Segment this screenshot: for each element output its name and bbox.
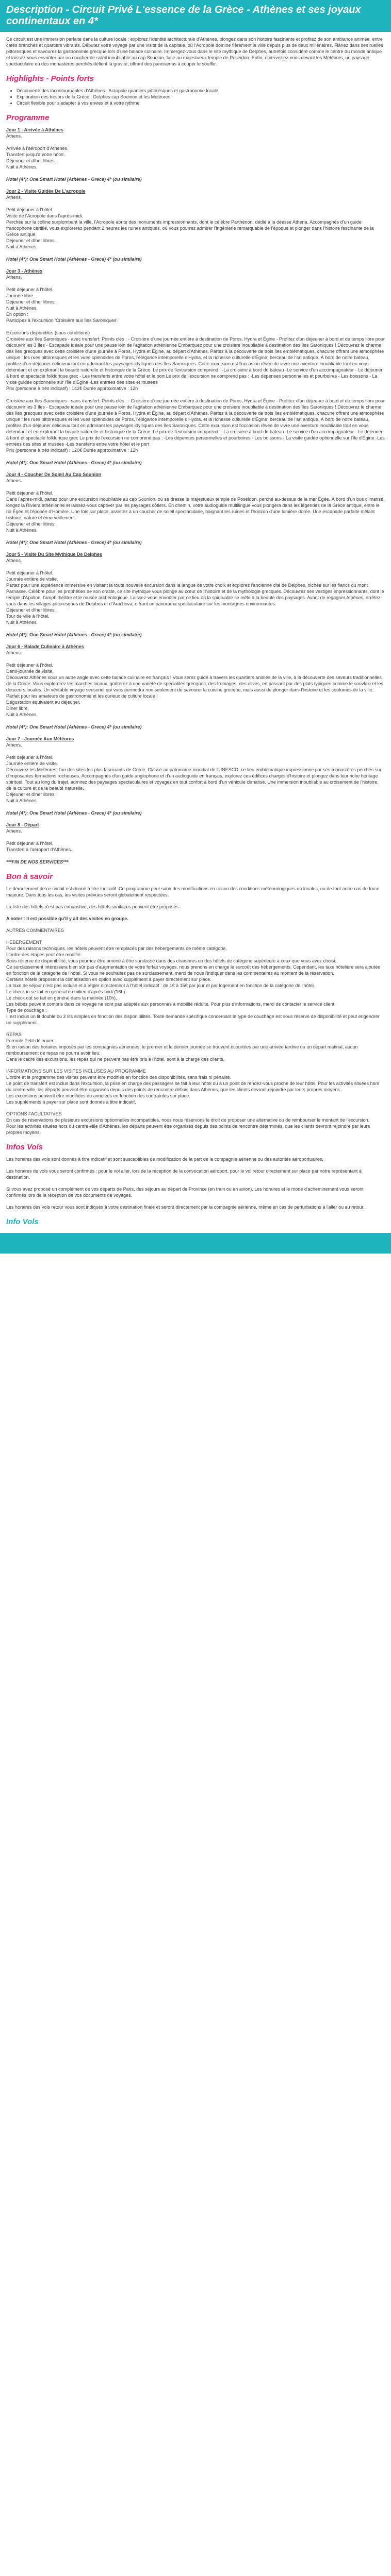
info-section-line: L'ordre des étapes peut être modifié. — [6, 952, 82, 957]
info-vols-heading: Info Vols — [6, 1217, 39, 1226]
info-section-line: Pour des raisons techniques, les hôtels peuvent être remplacés par des hébergements de même catégorie. — [6, 946, 227, 951]
day-line: Excursions disponibles (sous conditions) — [6, 330, 90, 335]
day-hotel: Hotel (4*): One Smart Hotel (Athènes - Grece) 4* (ou similaire) — [6, 540, 142, 545]
info-section-line: Les bébés peuvent compris dans ce voyage ne sont pas adaptés aux personnes à mobilité réduite. Pour plus d'informations, merci de contacter le service client. — [6, 1002, 336, 1007]
info-section-line: Les excursions peuvent être modifiées ou annulées en fonction des contraintes sur place. — [6, 1093, 190, 1098]
day-line: Journée libre. — [6, 293, 35, 298]
programme-day — [6, 736, 385, 816]
info-section-line: Les suppléments à payer sur place sont donnés à titre indicatif. — [6, 1099, 136, 1105]
day-hotel: Hotel (4*): One Smart Hotel (Athènes - Grece) 4* (ou similaire) — [6, 460, 142, 465]
highlights-list — [6, 88, 385, 106]
info-section-line: Certains hôtels proposent la climatisation en option avec supplément à payer directement sur place. — [6, 977, 211, 982]
info-section — [6, 939, 385, 1026]
page-title: Description - Circuit Privé L'essence de la Grèce - Athènes et ses joyaux continentaux en 4* — [0, 0, 391, 32]
day-line: Petit déjeuner à l'hôtel. — [6, 287, 54, 292]
day-line: Petit déjeuner à l'hôtel. — [6, 207, 54, 212]
day-line: Athens. — [6, 275, 22, 280]
info-section-line: Sous réserve de disponibilité, vous pourriez être amené à être surclassé dans des chambres ou des hôtels de catégorie supérieure à ceux que vous avez choisi. — [6, 958, 336, 963]
day-line: Déjeuner et dîner libres. — [6, 238, 56, 243]
bon-a-savoir-sections — [6, 927, 385, 1136]
day-line: Prix (personne à très indicatif) : 142€ Durée approximative : 12h — [6, 386, 138, 391]
day-line: Nuit à Athènes. — [6, 712, 38, 717]
day-line: Découvrez Athènes sous un autre angle avec cette balade culinaire en français ! Vous serez guidé à travers les quartiers animés de la ville, à la découverte des saveurs traditionnelles de la Grèce. Vous explorerez les marchés locaux, goûterez à une variété de spécialités grecques, des fromages, des olives, en passant par des plats typiques comme le souvlaki et les douceurs locales. Un véritable voyage sensoriel qui vous permettra non seulement de savourer la cuisine grecque, mais aussi de plonger dans l'histoire et les coutumes de la ville. Parfait pour les amateurs de gastronomie et les curieux de culture locale ! — [6, 675, 383, 699]
info-section-title: HEBERGEMENT — [6, 940, 42, 945]
bon-a-savoir-paragraph: La liste des hôtels n'est pas exhaustive, des hôtels similaires peuvent être proposés. — [6, 904, 180, 909]
programme-day — [6, 822, 385, 865]
programme-day — [6, 643, 385, 730]
info-section-line: Il est inclus un lit double ou 2 lits simples en fonction des disponibilités. Toute demande spécifique concernant le type de couchage est sous réserve de disponibilité et peut engendrer un supplément. — [6, 1014, 380, 1025]
day-title: Jour 1 - Arrivée à Athènes — [6, 127, 63, 132]
programme-days — [6, 127, 385, 865]
day-line: Déjeuner et dîner libres. — [6, 158, 56, 163]
footer-band — [0, 1233, 391, 1253]
infos-vols-paragraph: Les horaires de vols vous seront confirmés : pour le vol aller, lors de la réception de la convocation aéroport, pour le vol retour directement sur place par notre représentant à destination. — [6, 1168, 362, 1180]
info-section-line: Type de couchage : — [6, 1008, 47, 1013]
day-hotel: Hotel (4*): One Smart Hotel (Athènes - Grece) 4* (ou similaire) — [6, 257, 142, 262]
info-section-line: Dans le cadre des excursions, les repas qui ne peuvent pas être pris à l'hôtel, sont à la charge des clients. — [6, 1057, 224, 1062]
day-line: Nuit à Athènes. — [6, 164, 38, 170]
day-line — [6, 200, 385, 207]
info-section — [6, 1111, 385, 1136]
day-line: Nuit à Athènes. — [6, 620, 38, 625]
infos-vols-paragraph: Si vous avez proposé un complément de vos départs de Paris, des séjours au départ de Province (en train ou en avion). Les horaires et le mode d'acheminement vous seront confirmés lors de la réception de vos documents de voyages. — [6, 1187, 364, 1198]
day-line: Athens. — [6, 742, 22, 748]
info-section-title: AUTRES COMMENTAIRES — [6, 928, 64, 933]
day-hotel: Hotel (4*): One Smart Hotel (Athènes - Grece) 4* (ou similaire) — [6, 810, 142, 816]
day-line: Déjeuner et dîner libres. — [6, 299, 56, 304]
day-line — [6, 324, 385, 330]
info-section-line: En cas de réservations de plusieurs excursions optionnelles incompatibles, nous nous réservons le droit de proposer une alternative ou de rembourser le montant de l'excursion. — [6, 1117, 370, 1123]
programme-day — [6, 127, 385, 182]
info-section-line: La taxe de séjour n'est pas incluse et à régler directement à l'hôtel indicatif : de 1€ à 15€ par jour et par logement en fonction de la catégorie de l'hôtel. — [6, 983, 315, 988]
day-line: Petit déjeuner à l'hôtel. — [6, 755, 54, 760]
infos-vols-paragraph: Les horaires des vols sont donnés à titre indicatif et sont susceptibles de modification de la part de la compagnie aérienne ou des autorités aéroportuaires. — [6, 1157, 323, 1162]
day-line: Nuit à Athènes. — [6, 306, 38, 311]
day-line: Arrivée à l'aéroport d'Athènes. — [6, 146, 69, 151]
programme-heading: Programme — [6, 113, 50, 122]
info-section-title: INFORMATIONS SUR LES VISITES INCLUSES AU PROGRAMME — [6, 1069, 146, 1074]
day-line: Petit déjeuner à l'hôtel. — [6, 663, 54, 668]
day-line: Dans l'après-midi, partez pour une excursion inoubliable au cap Sounion, où se dresse le majestueux temple de Poséidon, perché au-dessus de la mer Égée. À bord d'un bus climatisé, longez la Riviera athénienne et laissez-vous captiver par les paysages côtiers. En chemin, votre audioguide multilingue vous plongera dans les légendes de la Grèce antique, entre le roi Égée et l'épopée d'Homère. Une fois sur place, assistez à un coucher de soleil spectaculaire, baignant les ruines et l'horizon d'une lumière dorée. Une escapade parfaite mêlant histoire, nature et émerveillement. — [6, 497, 385, 520]
day-title: Jour 6 - Balade Culinaire à Athènes — [6, 644, 84, 649]
info-section — [6, 1031, 385, 1062]
day-line: Déjeuner et dîner libres. — [6, 521, 56, 527]
list-item: • Exploration des trésors de la Grèce : Delphes cap Sounion et les Météores — [17, 94, 385, 100]
day-line: Journée entière de visite. — [6, 577, 58, 582]
info-section-line: Pour les activités situées hors du centre-ville d'Athènes, les départs peuvent être organisés depuis des points de rencontre déterminés, que les clients devront rejoindre par leurs propres moyens. — [6, 1124, 370, 1135]
day-line: Croisière aux îles Saroniques - avec transfert: Points clés : - Croisière d'une journée entière à destination de Poros, Hydra et Égine - Profitez d'un déjeuner à bord et de temps libre pour découvrir les 3 îles - Escapade idéale pour une pause loin de l'agitation athénienne Embarquez pour une croisière inoubliable à destination des îles Saroniques ! Découvrez le charme des îles grecques avec cette croisière d'une journée à Poros, Hydra et Égine, au départ d'Athènes. Partez à la découverte de trois îles emblématiques, chacune offrant une atmosphère unique : les rues pittoresques et les vues splendides de Poros, l'élégance intemporelle d'Hydra, et la richesse culturelle d'Égine, berceau de l'art antique. À bord de notre bateau, profitez d'un déjeuner délicieux tout en admirant les paysages idylliques des îles Saroniques. Cette excursion est l'occasion rêvée de vivre une aventure inoubliable tout en vous détendant et en explorant la beauté naturelle et historique de la Grèce. Le prix de l'excursion comprend : -La croisière à bord du bateau -Le service d'un accompagnateur - Le déjeuner à bord et spectacle folklorique grec - Les transferts entre votre hôtel et le port Le prix de l'excursion ne comprend pas : -Les dépenses personnelles et pourboires - Les boissons - La visite guidée optionnelle sur l'île d'Égine -Les entrées des sites et musées — [6, 336, 385, 385]
info-section-line: Le check out se fait en général dans la matinée (10h). — [6, 995, 117, 1001]
day-line: Journée entière de visite. — [6, 761, 58, 766]
day-line: Athens. — [6, 828, 22, 834]
programme-day — [6, 268, 385, 466]
info-section-title: REPAS — [6, 1032, 22, 1037]
bon-a-savoir-heading: Bon à savoir — [6, 872, 53, 881]
day-title: Jour 3 - Athènes — [6, 268, 43, 274]
day-line: Petit déjeuner à l'hôtel. — [6, 841, 54, 846]
day-line: Participez à l'excursion 'Croisière aux îles Saroniques'. — [6, 318, 119, 323]
day-line: Nuit à Athènes. — [6, 528, 38, 533]
list-item: • Circuit flexible pour s'adapter à vos envies et à votre rythme. — [17, 100, 385, 106]
day-line — [6, 484, 385, 490]
day-line: Croisière aux îles Saroniques - sans transfert: Points clés : - Croisière d'une journée entière à destination de Poros, Hydra et Égine - Profitez d'un déjeuner à bord et de temps libre pour découvrir les 3 îles - Escapade idéale pour une pause loin de l'agitation athénienne Embarquez pour une croisière inoubliable à destination des îles Saroniques ! Découvrez le charme des îles grecques avec cette croisière d'une journée à Poros, Hydra et Égine, au départ d'Athènes. Partez à la découverte de trois îles emblématiques, chacune offrant une atmosphère unique : les rues pittoresques et les vues splendides de Poros, l'élégance intemporelle d'Hydra, et la richesse culturelle d'Égine, berceau de l'art antique. À bord de notre bateau, profitez d'un déjeuner délicieux tout en admirant les paysages idylliques des îles Saroniques. Cette excursion est l'occasion rêvée de vivre une aventure inoubliable tout en vous détendant et en explorant la beauté naturelle et historique de la Grèce. Le prix de l'excursion comprend : -La croisière à bord du bateau -Le service d'un accompagnateur - Le déjeuner à bord et spectacle folklorique grec Le prix de l'excursion ne comprend pas : -Les dépenses personnelles et pourboires - Les boissons - La visite guidée optionnelle sur l'île d'Égine -Les entrées des sites et musées -Les transferts entre votre hôtel et le port — [6, 398, 385, 447]
info-section-title: OPTIONS FACULTATIVES — [6, 1111, 62, 1116]
day-title: Jour 5 - Visite Du Site Mythique De Delphes — [6, 552, 102, 557]
day-line: Transfert à l'aéroport d'Athènes. — [6, 847, 72, 852]
day-line: Athens. — [6, 558, 22, 563]
day-line: Athens. — [6, 478, 22, 483]
list-item: • Découverte des incontournables d'Athènes : Acropole quartiers pittoresques et gastronomie locale — [17, 88, 385, 94]
day-line: Nuit à Athènes. — [6, 798, 38, 803]
highlights-heading: Highlights - Points forts — [6, 74, 94, 83]
day-hotel: Hotel (4*): One Smart Hotel (Athènes - Grece) 4* (ou similaire) — [6, 177, 142, 182]
day-line: Dégustation équivalent au déjeuner. — [6, 700, 80, 705]
day-line: Déjeuner et dîner libres. — [6, 607, 56, 613]
day-title: Jour 2 - Visite Guidée De L'acropole — [6, 189, 86, 194]
programme-day — [6, 551, 385, 638]
day-line: Tour de ville à l'hôtel. — [6, 614, 50, 619]
day-title: Jour 8 - Départ — [6, 822, 39, 827]
programme-day — [6, 188, 385, 262]
day-title: Jour 7 - Journée Aux Météores — [6, 736, 74, 741]
day-line: Découvrez les Météores, l'un des sites les plus fascinants de Grèce. Classé au patrimoine mondial de l'UNESCO, ce lieu emblématique impressionne par ses monastères perchés sur d'imposantes formations rocheuses. Accompagnés d'un guide anglophone et d'un audioguide en français, explorez ces édifices chargés d'histoire et plongez dans leur riche héritage spirituel. Tout au long du trajet, admirez des paysages spectaculaires et voyagez en tout confort à bord d'un véhicule climatisé. Une immersion inoubliable au croisement de l'histoire, de la culture et de la beauté naturelle. — [6, 767, 382, 791]
day-line: Athens. — [6, 650, 22, 655]
day-line: Petit déjeuner à l'hôtel. — [6, 490, 54, 496]
day-line: Visite de l'Acropole dans l'après-midi. — [6, 213, 83, 218]
day-line: Petit déjeuner à l'hôtel. — [6, 570, 54, 575]
day-line: Nuit à Athènes. — [6, 244, 38, 249]
day-line: Dîner libre. — [6, 706, 29, 711]
programme-day — [6, 471, 385, 546]
day-hotel: ***FIN DE NOS SERVICES*** — [6, 859, 69, 865]
day-line — [6, 280, 385, 286]
day-line: Athens. — [6, 195, 22, 200]
day-line: Athens. — [6, 133, 22, 139]
info-section-line: L'ordre et le programme des visites peuvent être modifiés en fonction des disponibilités, sans frais ni pénalité. — [6, 1075, 231, 1080]
day-line: Déjeuner et dîner libres. — [6, 792, 56, 797]
day-line: Partez pour une expérience immersive en visitant la toute nouvelle excursion dans la langue de votre choix et explorez l'ancienne cité de Delphes, nichée sur les flancs du mont Parnasse. Célèbre pour les prophéties de son oracle, ce site mythique vous plonge au cœur de l'histoire et de la mythologie grecques. Découvrez ses vestiges impressionnants, dont le temple d'Apollon, l'amphithéâtre et le musée archéologique. Laissez-vous envoûter par ce lieu où la spiritualité se mêle à la beauté des paysages. Avant de regagner Athènes, arrêtez-vous dans les villages pittoresques de Delphes et d'Arachova, offrant un panorama spectaculaire sur les montagnes environnantes. — [6, 583, 384, 606]
intro-paragraph: Ce circuit est une immersion parfaite dans la culture locale : explorez l'identité architecturale d'Athènes, plongez dans son histoire fascinante et profitez de son ambiance animée, entre cafés branchés et quartiers vibrants. Débutez votre voyage par une visite de la capitale, où l'Acropole domine fièrement la ville depuis plus de deux millénaires. Flânez dans ses ruelles pittoresques et savourez la gastronomie grecque lors d'une balade culinaire. Immergez-vous dans le site mythique de Delphes, autrefois considéré comme le centre du monde antique et laissez-vous envoûter par un coucher de soleil inoubliable au cap Sounion, face au majestueux temple de Poséidon. Enfin, émerveillez-vous devant les Météores, un paysage spectaculaire où des monastères perchés défient la gravité, offrant des panoramas à couper le souffle. — [6, 37, 383, 66]
day-line: Prix (personne à très indicatif) : 120€ Durée approximative : 12h — [6, 448, 138, 453]
day-hotel: Hotel (4*): One Smart Hotel (Athènes - Grece) 4* (ou similaire) — [6, 632, 142, 637]
bon-a-savoir-paragraph: Le déroulement de ce circuit est donné à titre indicatif. Ce programme peut subir des modifications en raison des conditions météorologiques ou locales, ou de tout autre cas de force majeure. Dans tous les cas, les visites prévues seront globalement respectées. — [6, 886, 380, 897]
info-section-line: Le check in se fait en général en milieu d'après-midi (16h). — [6, 989, 126, 994]
day-title: Jour 4 - Coucher De Soleil Au Cap Sounion — [6, 472, 102, 477]
info-section — [6, 927, 385, 934]
info-section-line: Formule Petit-déjeuner. — [6, 1038, 55, 1043]
day-line — [6, 656, 385, 662]
info-section-line: Le point de transfert est inclus dans l'excursion, la prise en charge des passagers se fait à leur hôtel ou à un point de rendez-vous proche de leur hôtel. Pour les activités situées hors du centre-ville, les départs peuvent être organisés depuis des points de rencontre définis dans Athènes, que les clients devront rejoindre par leurs propres moyens. — [6, 1081, 380, 1092]
day-line: Demi-journée de visite. — [6, 669, 54, 674]
day-line: Transfert jusqu'à votre hôtel. — [6, 152, 65, 157]
day-line — [6, 748, 385, 754]
day-line — [6, 392, 385, 398]
bon-a-savoir-note: A noter : Il est possible qu'il y ait des visites en groupe. — [6, 916, 128, 921]
infos-vols-paragraph: Les horaires des vols retour vous sont indiqués à votre destination finale et seront directement par la compagnie aérienne, même en cas de perturbations à l'aller ou au retour. — [6, 1205, 365, 1210]
day-line — [6, 834, 385, 840]
info-section — [6, 1068, 385, 1105]
day-line — [6, 139, 385, 145]
day-line — [6, 564, 385, 570]
info-section-line: Si en raison des horaires imposés par les compagnies aériennes, le premier et le dernier journée se trouvent écourtées par une arrivée tardive ou un départ matinal, aucun remboursement de repas ne pourra avoir lieu. — [6, 1044, 358, 1056]
content — [0, 36, 391, 1227]
infos-vols-heading: Infos Vols — [6, 1143, 43, 1151]
day-line: Perchée sur la colline surplombant la ville, l'Acropole abrite des monuments impressionnants, dont le célèbre Parthénon, dédié à la déesse Athéna. Accompagnés d'un guide francophone certifié, vous explorerez pendant 2 heures les ruines antiques, où vous pourrez admirer l'ingénierie remarquable de l'époque et plonger dans l'histoire fascinante de la Grèce antique. — [6, 219, 374, 237]
info-section-line: Ce surclassement intéressera bien sûr pas d'augmentation de votre forfait voyages, nous prenons en charge le surcoût des hébergements. Cependant, les taxe hôtelière sera ajoutée en fonction de la catégorie de l'hôtel. Si vous ne souhaitez pas de surclassement, merci de nous l'indiquer dans les commentaires au moment de la réservation. — [6, 964, 381, 976]
day-hotel: Hotel (4*): One Smart Hotel (Athènes - Grece) 4* (ou similaire) — [6, 724, 142, 730]
day-line: En option : — [6, 312, 29, 317]
